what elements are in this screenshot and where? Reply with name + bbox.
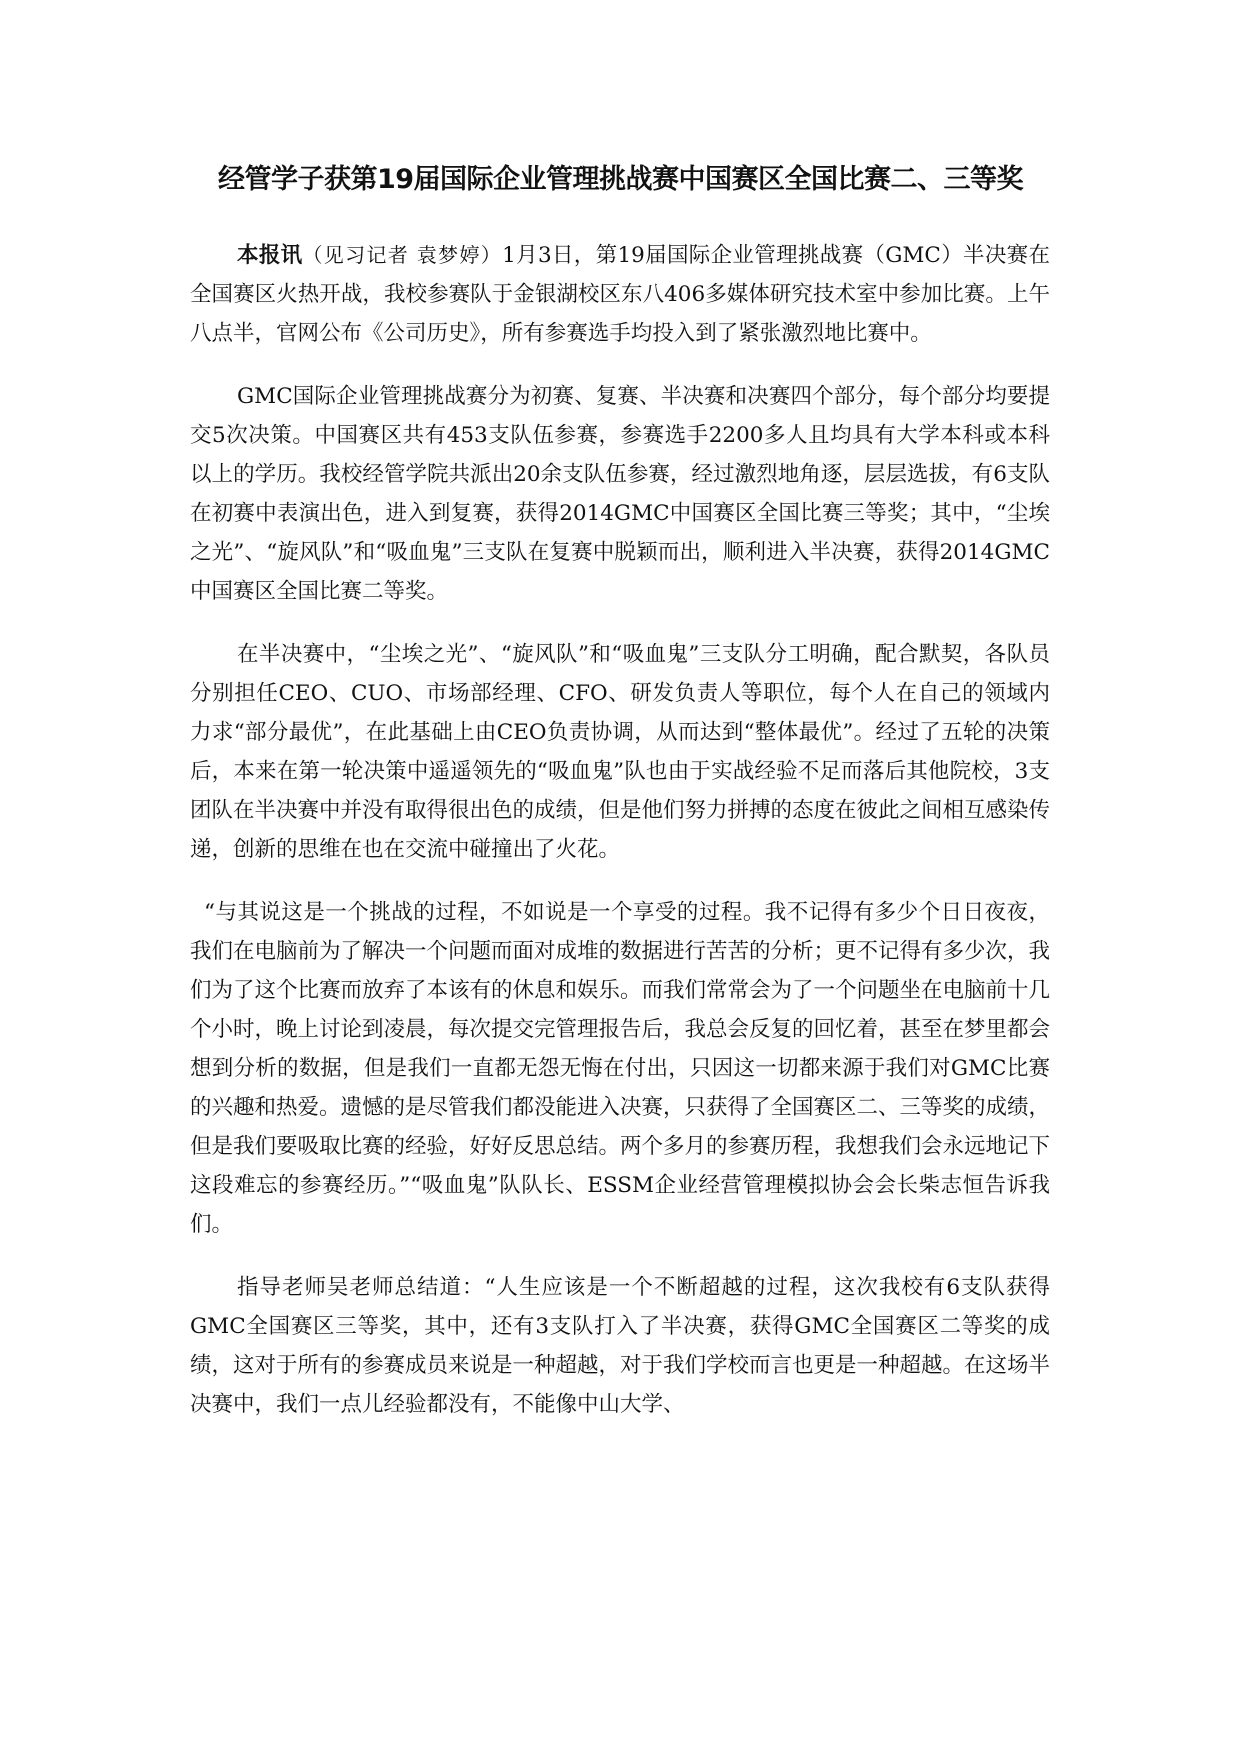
paragraph-4-quote: “与其说这是一个挑战的过程，不如说是一个享受的过程。我不记得有多少个日日夜夜，我们在电脑前为了解决一个问题而面对成堆的数据进行苦苦的分析；更不记得有多少次，我们为了这个比赛而放弃了本该有的休息和娱乐。而我们常常会为了一个问题坐在电脑前十几个小时，晚上讨论到凌晨，每次提交完管理报告后，我总会反复的回忆着，甚至在梦里都会想到分析的数据，但是我们一直都无怨无悔在付出，只因这一切都来源于我们对GMC比赛的兴趣和热爱。遗憾的是尽管我们都没能进入决赛，只获得了全国赛区二、三等奖的成绩，但是我们要吸取比赛的经验，好好反思总结。两个多月的参赛历程，我想我们会永远地记下这段难忘的参赛经历。”“吸血鬼”队队长、ESSM企业经营管理模拟协会会长柴志恒告诉我们。 bbox=[190, 900, 1051, 1237]
article-body bbox=[190, 236, 1050, 1448]
lead-label: 本报讯 bbox=[237, 243, 303, 268]
paragraph-1 bbox=[190, 236, 1050, 353]
paragraph-3: 在半决赛中，“尘埃之光”、“旋风队”和“吸血鬼”三支队分工明确，配合默契，各队员分别担任CEO、CUO、市场部经理、CFO、研发负责人等职位，每个人在自己的领域内力求“部分最优”，在此基础上由CEO负责协调，从而达到“整体最优”。经过了五轮的决策后，本来在第一轮决策中遥遥领先的“吸血鬼”队也由于实战经验不足而落后其他院校，3支团队在半决赛中并没有取得很出色的成绩，但是他们努力拼搏的态度在彼此之间相互感染传递，创新的思维在也在交流中碰撞出了火花。 bbox=[190, 642, 1051, 862]
byline: （见习记者 袁梦婷） bbox=[302, 243, 503, 267]
paragraph-1-text: 1月3日，第19届国际企业管理挑战赛（GMC）半决赛在全国赛区火热开战，我校参赛队于金银湖校区东八406多媒体研究技术室中参加比赛。上午八点半，官网公布《公司历史》，所有参赛选手均投入到了紧张激烈地比赛中。 bbox=[190, 243, 1050, 346]
article-title: 经管学子获第19届国际企业管理挑战赛中国赛区全国比赛二、三等奖 bbox=[217, 164, 1024, 195]
paragraph-2: GMC国际企业管理挑战赛分为初赛、复赛、半决赛和决赛四个部分，每个部分均要提交5次决策。中国赛区共有453支队伍参赛，参赛选手2200多人且均具有大学本科或本科以上的学历。我校经管学院共派出20余支队伍参赛，经过激烈地角逐，层层选拔，有6支队在初赛中表演出色，进入到复赛，获得2014GMC中国赛区全国比赛三等奖；其中，“尘埃之光”、“旋风队”和“吸血鬼”三支队在复赛中脱颖而出，顺利进入半决赛，获得2014GMC中国赛区全国比赛二等奖。 bbox=[190, 384, 1050, 604]
paragraph-5: 指导老师吴老师总结道：“人生应该是一个不断超越的过程，这次我校有6支队获得GMC全国赛区三等奖，其中，还有3支队打入了半决赛，获得GMC全国赛区二等奖的成绩，这对于所有的参赛成员来说是一种超越，对于我们学校而言也更是一种超越。在这场半决赛中，我们一点儿经验都没有，不能像中山大学、 bbox=[190, 1275, 1051, 1417]
